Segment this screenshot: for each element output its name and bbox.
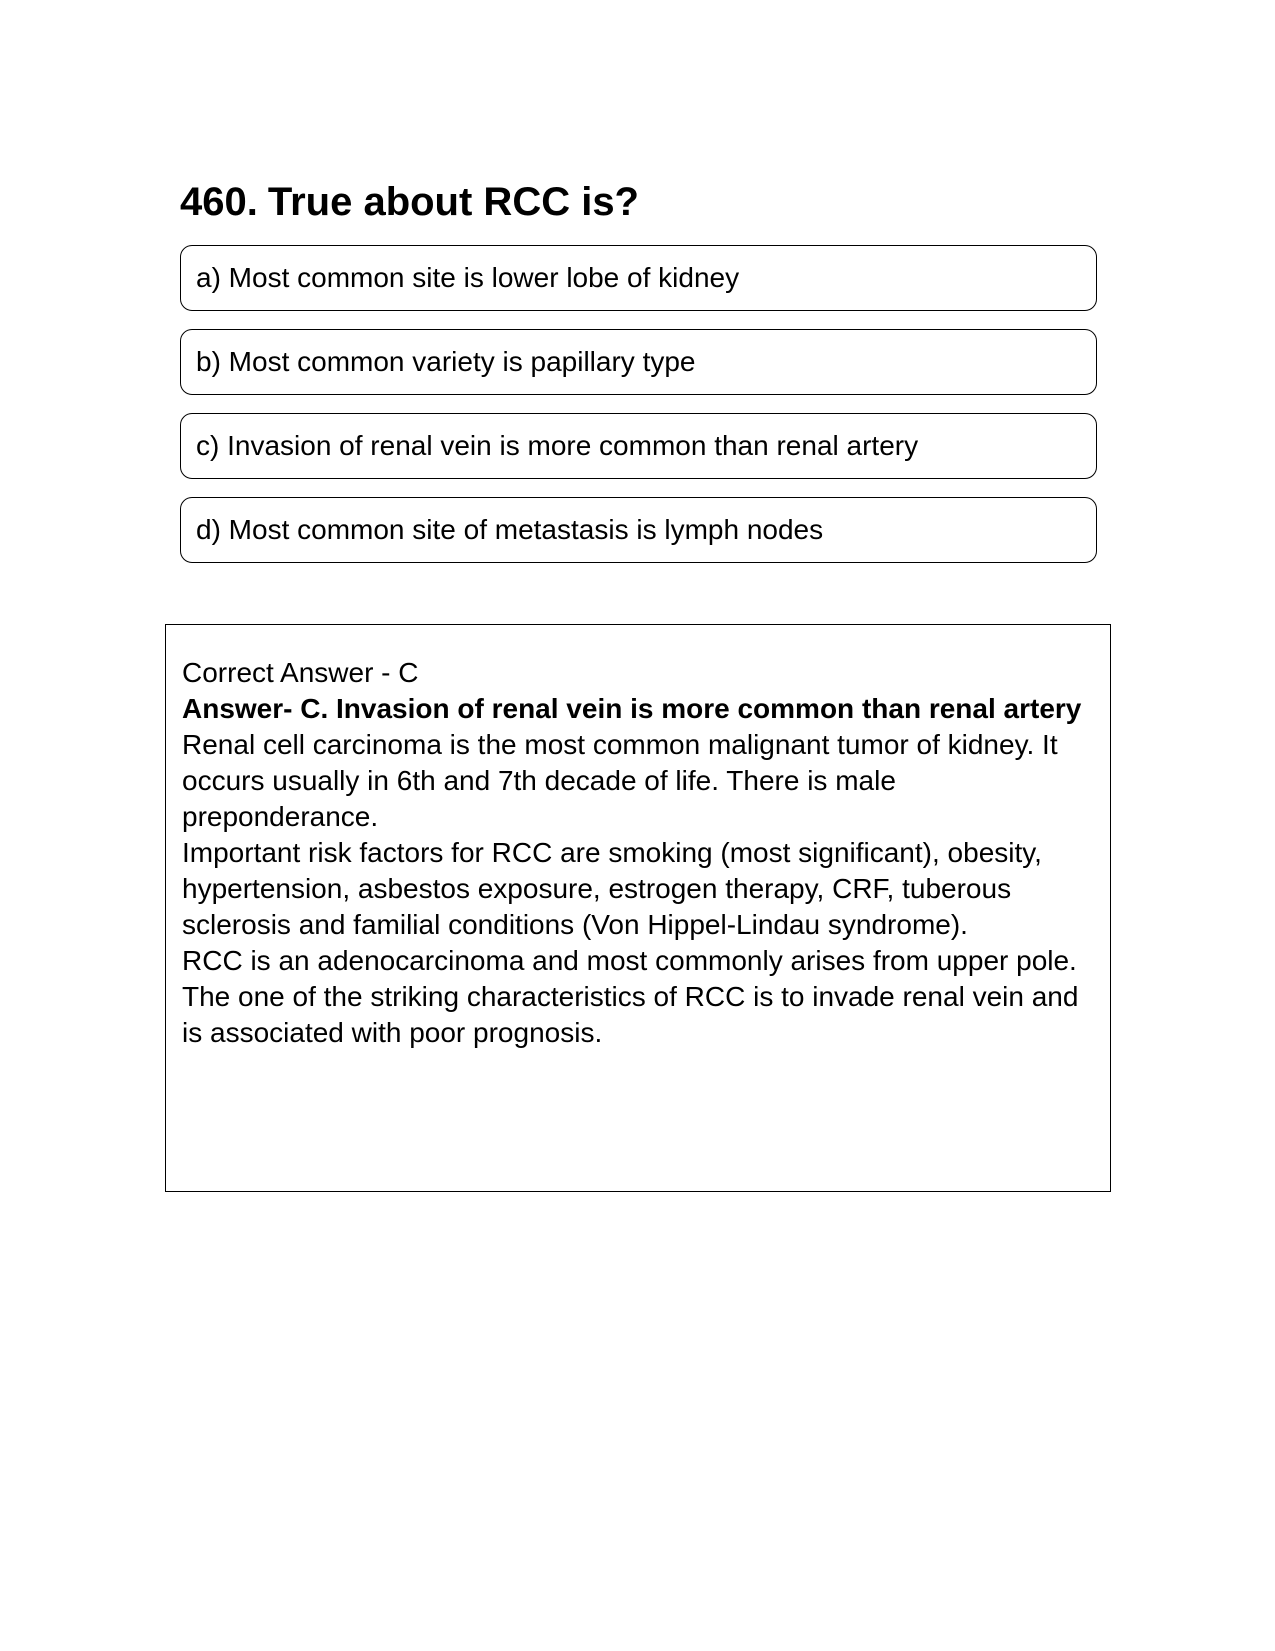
option-b[interactable]: b) Most common variety is papillary type (180, 329, 1097, 395)
answer-explanation-box (165, 624, 1111, 1192)
answer-heading: Answer- C. Invasion of renal vein is more common than renal artery (182, 693, 1082, 724)
correct-answer-label: Correct Answer - C (182, 657, 419, 688)
option-d[interactable]: d) Most common site of metastasis is lymph nodes (180, 497, 1097, 563)
explanation-paragraph: RCC is an adenocarcinoma and most commonly arises from upper pole. (182, 945, 1077, 976)
explanation-paragraph: Renal cell carcinoma is the most common malignant tumor of kidney. It occurs usually in 6th and 7th decade of life. There is male preponderance. (182, 729, 1058, 832)
option-a[interactable]: a) Most common site is lower lobe of kidney (180, 245, 1097, 311)
explanation-paragraph: The one of the striking characteristics of RCC is to invade renal vein and is associated with poor prognosis. (182, 981, 1079, 1048)
question-title (180, 178, 639, 226)
explanation-paragraph: Important risk factors for RCC are smoking (most significant), obesity, hypertension, asbestos exposure, estrogen therapy, CRF, tuberous sclerosis and familial conditions (Von Hippel-Lindau syndrome). (182, 837, 1042, 940)
question-number: 460. (180, 180, 258, 224)
option-c[interactable]: c) Invasion of renal vein is more common than renal artery (180, 413, 1097, 479)
question-text: True about RCC is? (267, 180, 639, 224)
